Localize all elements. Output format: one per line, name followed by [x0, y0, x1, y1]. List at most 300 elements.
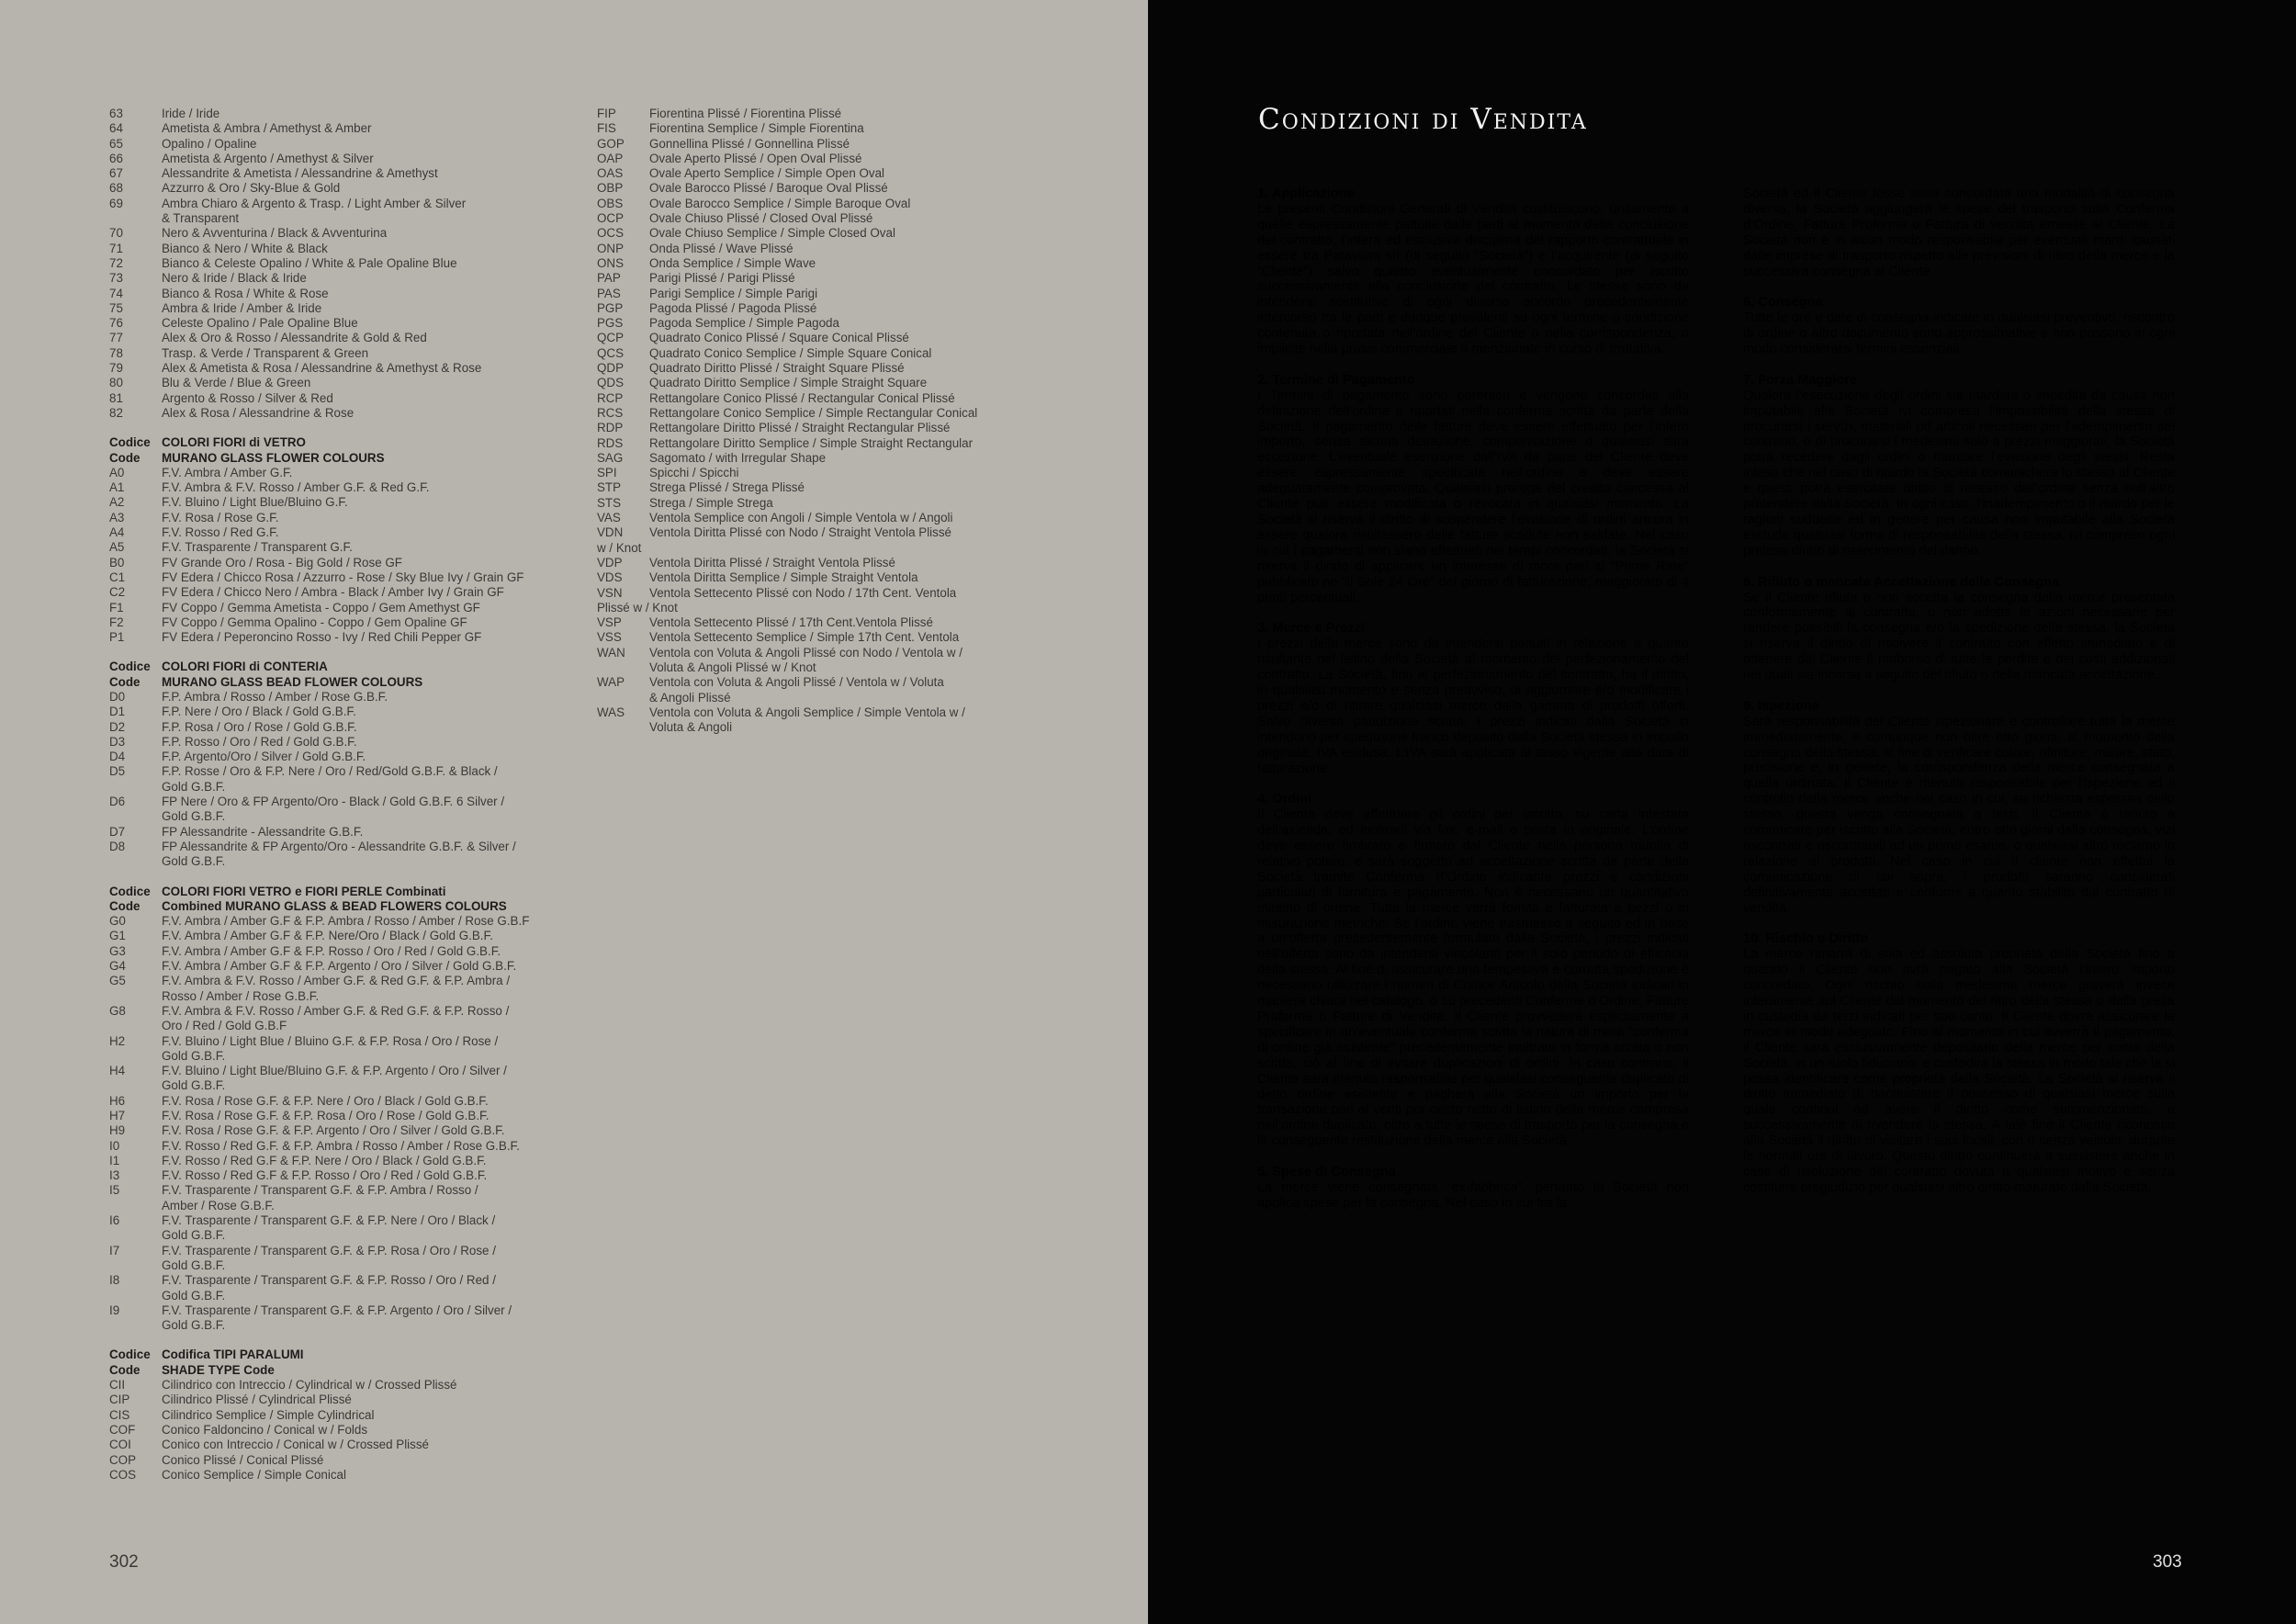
code-value: 73	[109, 271, 123, 286]
code-description: Fiorentina Semplice / Simple Fiorentina	[649, 121, 864, 136]
code-value	[597, 691, 649, 705]
code-row	[109, 1019, 568, 1033]
code-row	[597, 511, 1029, 525]
code-value: H7	[109, 1109, 126, 1122]
code-value: RDS	[597, 435, 624, 450]
code-value: QCP	[597, 331, 625, 345]
code-row	[109, 1213, 568, 1228]
code-description: F.V. Rosa / Rose G.F. & F.P. Argento / Oro / Silver / Gold G.B.F.	[162, 1123, 505, 1138]
code-row	[109, 256, 568, 271]
code-value: H6	[109, 1093, 126, 1108]
section-heading: 4. Ordini	[1257, 792, 1312, 807]
code-row	[109, 1199, 568, 1213]
code-description: Fiorentina Plissé / Fiorentina Plissé	[649, 107, 842, 120]
code-row	[109, 630, 568, 645]
code-description: COLORI FIORI di VETRO	[162, 435, 306, 450]
code-value: 67	[109, 166, 123, 181]
code-description: Ventola Semplice con Angoli / Simple Ventola w / Angoli	[649, 511, 953, 525]
code-value: C1	[109, 570, 126, 584]
code-value: H2	[109, 1033, 126, 1048]
code-description: Strega / Simple Strega	[649, 495, 773, 510]
code-row	[597, 451, 1029, 466]
code-value: G5	[109, 974, 126, 988]
code-description: F.V. Trasparente / Transparent G.F. & F.P. Ambra / Rosso /	[162, 1183, 478, 1198]
code-value: VDS	[597, 570, 623, 585]
code-row	[597, 601, 1029, 615]
code-row	[109, 720, 568, 735]
code-row	[109, 735, 568, 750]
code-description: Quadrato Diritto Plissé / Straight Square Plissé	[649, 361, 905, 376]
code-value: Codice	[109, 1348, 151, 1362]
conditions-section	[1257, 373, 1689, 606]
code-row	[597, 181, 1029, 196]
code-description: F.V. Trasparente / Transparent G.F. & F.P. Argento / Oro / Silver /	[162, 1303, 512, 1317]
code-value: VSN	[597, 585, 623, 600]
code-row	[109, 914, 568, 929]
code-row	[597, 211, 1029, 226]
code-description: FV Coppo / Gemma Ametista - Coppo / Gem Amethyst GF	[162, 600, 480, 615]
code-value: VAS	[597, 511, 621, 525]
code-description: Codifica TIPI PARALUMI	[162, 1348, 304, 1362]
code-row	[109, 346, 568, 361]
code-description: F.V. Ambra & F.V. Rosso / Amber G.F. & Red G.F. & F.P. Rosso /	[162, 1003, 510, 1018]
code-value: I3	[109, 1168, 120, 1183]
page-title: Condizioni di Vendita	[1258, 103, 1588, 136]
code-row	[597, 525, 1029, 540]
code-value: G0	[109, 914, 126, 929]
code-row	[109, 1423, 568, 1438]
code-description: Quadrato Conico Plissé / Square Conical Plissé	[649, 331, 909, 345]
code-value: VDN	[597, 525, 624, 540]
code-value: I9	[109, 1303, 120, 1317]
code-row	[109, 944, 568, 959]
code-table-header	[109, 885, 568, 899]
code-description: Alex & Oro & Rosso / Alessandrite & Gold & Red	[162, 331, 427, 345]
section-body: Società ed il Cliente fosse stata concordata una modalità di consegna diversa, la Società aggiungerà le spese del trasporto sulla Conferma d’Ordine, Fattura Proforma o Fattura di vendita emesse al Cliente. La Società non è in alcun modo responsabile per eventuali ritardi causati dalle imprese di trasporto rispetto alle previsioni di ritiro della merce e la successiva consegna al Cliente.	[1743, 186, 2175, 279]
code-row	[109, 1408, 568, 1423]
code-description: Rettangolare Diritto Plissé / Straight Rectangular Plissé	[649, 421, 951, 435]
code-row	[109, 795, 568, 809]
code-value	[597, 660, 649, 675]
code-row	[109, 780, 568, 795]
code-description: F.V. Rosso / Red G.F. & F.P. Ambra / Rosso / Amber / Rose G.B.F.	[162, 1138, 520, 1153]
code-value	[109, 1318, 162, 1333]
code-description: FV Coppo / Gemma Opalino - Coppo / Gem Opaline GF	[162, 615, 467, 629]
code-value: CIS	[109, 1407, 130, 1422]
code-value: 68	[109, 181, 123, 196]
code-value: 75	[109, 300, 123, 315]
code-value: OCS	[597, 226, 625, 241]
code-description: Ambra Chiaro & Argento & Trasp. / Light Amber & Silver	[162, 196, 467, 210]
code-row	[109, 466, 568, 480]
code-description: Rettangolare Conico Semplice / Simple Rectangular Conical	[649, 405, 978, 420]
code-row	[109, 929, 568, 943]
code-description: Onda Plissé / Wave Plissé	[649, 241, 793, 255]
code-description: & Angoli Plissé	[649, 690, 731, 705]
code-row	[597, 331, 1029, 345]
section-body: Sarà responsabilità del Cliente ispezionare e controllare tutta la merce immediatamente, e comunque non oltre otto giorni, al momento della consegna della stessa, al fine di verificare colore, rifiniture, misure, stato, precisione e, in genere, la corrispondenza della merce consegnata a quella ordinata. Il Cliente è ritenuto responsabile per l’ispezione ed il controllo della merce anche nel caso in cui, su richiesta espressa dello stesso, questa venga consegnata a terzi. Il Cliente è tenuto a comunicare per iscritto alla Società, entro otto giorni dalla consegna, vizi riscontrati e riscontrabili ad un primo esame, o qualsiasi altro reclamo in relazione ai prodotti. Nel caso in cui il cliente non effettui la comunicazione di cui sopra, i prodotti saranno considerati definitivamente accettati e conformi a quanto stabilito dal contratto di vendita.	[1743, 714, 2175, 916]
code-row	[109, 1378, 568, 1393]
code-row	[597, 705, 1029, 720]
code-value: C2	[109, 585, 126, 600]
code-value: I6	[109, 1213, 120, 1228]
code-description: F.P. Rosa / Oro / Rose / Gold G.B.F.	[162, 719, 357, 734]
code-value: SAG	[597, 450, 624, 465]
code-description: Pagoda Semplice / Simple Pagoda	[649, 316, 839, 331]
code-value: G1	[109, 929, 126, 943]
code-value: QDS	[597, 376, 625, 390]
conditions-column-right	[1743, 186, 2175, 1212]
code-value: Codice	[109, 435, 151, 450]
code-value: D1	[109, 705, 126, 719]
code-row	[597, 391, 1029, 406]
code-description: F.V. Ambra / Amber G.F & F.P. Ambra / Rosso / Amber / Rose G.B.F	[162, 914, 530, 929]
code-value: 64	[109, 121, 123, 136]
code-value: 77	[109, 331, 123, 345]
code-row	[597, 586, 1029, 601]
code-value: RCP	[597, 390, 624, 405]
code-row	[597, 630, 1029, 645]
code-description: Iride / Iride	[162, 107, 220, 120]
code-value: 63	[109, 107, 123, 120]
code-table-header	[109, 660, 568, 674]
code-row	[109, 1034, 568, 1049]
section-body: Il Cliente deve effettuare gli ordini per iscritto, su carta intestata dell’azienda, ed inoltrarli via fax, e-mail o posta in originale. L’ordine deve essere timbrato e firmato dal Cliente nella persona munita di relativo potere, e sarà soggetto ad accettazione scritta da parte della Società tramite Conferma d’Ordine indicante prezzi e condizioni particolari di fornitura e pagamento. Non è necessario un quantitativo minimo di ordine. Tutta la merce verrà fornita e fatturata a pezzi o in misurazione metriche. Se l’ordine viene trasmesso a seguito ed in base a un’offerta precedentemente formulata dalla Società, i prezzi indicati nell’offerta sono da intendersi vincolanti per il solo periodo di efficacia della stessa. Al fine di assicurare una tempestiva e corretta spedizione è necessario utilizzare i numeri di Codice Articolo della Società indicati in maniera chiara nel catalogo, o su precedenti Conferme d’Ordine, Fatture Proforma o Fatture di Vendita. Il Cliente provvederà esplicitamente a specificare in un’eventuale conferma scritta la natura di mera “conferma di ordine già esistente” precedentemente inoltrato in forma scritta o non scritta, ciò al fine di evitare duplicazioni di ordini. In caso contrario, il Cliente sarà ritenuto responsabile per qualsiasi conseguente duplicato di detto ordine esistente e pagherà alla Società un importo per la transazione pari al venti per cento netto di listino della merce compresa nell’ordine duplicato, oltre a tutte le spese di trasporto per la consegna e la conseguente restituzione della merce alla Società.	[1257, 807, 1689, 1149]
code-value: Code	[109, 450, 141, 465]
code-value: ONP	[597, 241, 625, 255]
code-value: Code	[109, 898, 141, 913]
code-row	[109, 1154, 568, 1168]
section-body: Le presenti Condizioni Generali di Vendita costituiscono, unitamente a quelle espressamente pattuite dalle parti al momento della conclusione del contratto, l’intera ed esclusiva disciplina del rapporto contrattuale in essere tra Patavium srl (di seguito “Società”) e l’acquirente (di seguito “Cliente”) salvo quanto eventualmente concordato per iscritto successivamente alla conclusione del contratto. Le stesse sono da intendersi sostitutive di ogni diverso accordo precedentemente intercorso fra le parti e dunque prevalenti su ogni termine o condizione contenuta o riportata nell’ordine del Cliente o nella corrispondenza, o implicite nella prassi commerciale o menzionate in corso di trattativa.	[1257, 201, 1689, 357]
code-row	[597, 496, 1029, 511]
code-row	[109, 1273, 568, 1288]
code-description: Amber / Rose G.B.F.	[162, 1198, 275, 1212]
code-description: Nero & Avventurina / Black & Avventurina	[162, 226, 388, 241]
code-description: F.P. Rosse / Oro & F.P. Nere / Oro / Red/Gold G.B.F. & Black /	[162, 764, 498, 779]
code-value	[109, 1019, 162, 1033]
code-row	[109, 1438, 568, 1452]
code-value: A1	[109, 480, 125, 495]
code-row	[109, 1244, 568, 1258]
code-row	[109, 1303, 568, 1318]
code-description: Pagoda Plissé / Pagoda Plissé	[649, 300, 817, 315]
code-table-header	[109, 1363, 568, 1378]
code-description: FP Alessandrite - Alessandrite G.B.F.	[162, 824, 364, 839]
code-value	[109, 854, 162, 869]
code-row	[109, 809, 568, 824]
code-row	[109, 242, 568, 256]
code-row	[597, 480, 1029, 495]
code-value: G4	[109, 959, 126, 974]
code-value: Codice	[109, 660, 151, 674]
code-row	[597, 287, 1029, 301]
code-value: 71	[109, 241, 123, 255]
code-description: Ametista & Ambra / Amethyst & Amber	[162, 121, 372, 136]
code-description: FV Grande Oro / Rosa - Big Gold / Rose GF	[162, 555, 402, 570]
code-value: D4	[109, 750, 126, 764]
code-value: D7	[109, 824, 126, 839]
code-value: D5	[109, 764, 126, 779]
section-heading: 2. Termine di Pagamento	[1257, 372, 1415, 388]
code-row	[109, 361, 568, 376]
code-value: QCS	[597, 345, 625, 360]
code-description: Conico Faldoncino / Conical w / Folds	[162, 1422, 368, 1437]
code-value: OAP	[597, 151, 624, 165]
code-row	[109, 287, 568, 301]
code-description: Gonnellina Plissé / Gonnellina Plissé	[649, 136, 850, 151]
conditions-section	[1257, 1165, 1689, 1212]
code-row	[597, 376, 1029, 390]
conditions-section	[1743, 295, 2175, 357]
code-row	[109, 1004, 568, 1019]
conditions-section	[1743, 186, 2175, 279]
code-description: Rettangolare Conico Plissé / Rectangular Conical Plissé	[649, 390, 955, 405]
code-row	[109, 1049, 568, 1064]
code-value: 74	[109, 286, 123, 300]
code-description: F.V. Ambra / Amber G.F & F.P. Nere/Oro / Black / Gold G.B.F.	[162, 929, 493, 943]
code-row	[109, 540, 568, 555]
code-value: OBP	[597, 181, 624, 196]
code-value: 69	[109, 196, 123, 210]
conditions-section	[1743, 699, 2175, 917]
code-row	[597, 197, 1029, 211]
code-description: F.V. Ambra & F.V. Rosso / Amber G.F. & Red G.F. & F.P. Ambra /	[162, 974, 511, 988]
code-row	[597, 242, 1029, 256]
code-description: Cilindrico con Intreccio / Cylindrical w / Crossed Plissé	[162, 1378, 457, 1393]
code-row	[597, 570, 1029, 585]
code-description: Plissé w / Knot	[597, 600, 678, 615]
code-value: RDP	[597, 421, 624, 435]
code-value	[109, 211, 162, 226]
code-row	[109, 121, 568, 136]
code-row	[109, 959, 568, 974]
code-value: COF	[109, 1422, 136, 1437]
code-description: F.V. Rosa / Rose G.F. & F.P. Nere / Oro / Black / Gold G.B.F.	[162, 1093, 489, 1108]
code-description: Voluta & Angoli	[649, 720, 733, 735]
section-heading: 10. Rischio e Diritto	[1743, 931, 1869, 947]
code-description: Conico Plissé / Conical Plissé	[162, 1452, 324, 1467]
code-value	[109, 1199, 162, 1213]
code-value: G3	[109, 943, 126, 958]
code-row	[109, 1318, 568, 1333]
code-value: A5	[109, 540, 125, 555]
code-row	[597, 660, 1029, 675]
code-description: Nero & Iride / Black & Iride	[162, 271, 307, 286]
code-value: COI	[109, 1438, 131, 1452]
code-value: 82	[109, 405, 123, 420]
code-description: Gold G.B.F.	[162, 1288, 226, 1303]
conditions-column-left	[1257, 186, 1689, 1227]
code-row	[109, 989, 568, 1004]
code-row	[109, 525, 568, 540]
code-row	[109, 1094, 568, 1109]
code-description: F.V. Rosa / Rose G.F. & F.P. Rosa / Oro / Rose / Gold G.B.F.	[162, 1109, 490, 1122]
code-row	[109, 825, 568, 840]
conditions-section	[1257, 621, 1689, 776]
code-row	[597, 137, 1029, 152]
code-row	[109, 1078, 568, 1093]
code-row	[109, 480, 568, 495]
code-value: QDP	[597, 361, 625, 376]
code-description: F.V. Trasparente / Transparent G.F. & F.P. Rosso / Oro / Red /	[162, 1273, 496, 1288]
page-number-left: 302	[109, 1552, 139, 1572]
code-value: CII	[109, 1378, 126, 1393]
code-row	[109, 854, 568, 869]
page-number-right: 303	[2153, 1552, 2182, 1572]
code-row	[109, 495, 568, 510]
code-description: Ovale Aperto Semplice / Simple Open Oval	[649, 166, 885, 181]
code-row	[109, 1468, 568, 1483]
code-value: D0	[109, 689, 126, 704]
code-description: F.V. Rosa / Rose G.F.	[162, 510, 279, 524]
code-description: F.V. Ambra & F.V. Rosso / Amber G.F. & Red G.F.	[162, 480, 430, 495]
code-description: Gold G.B.F.	[162, 854, 226, 869]
code-value: VSS	[597, 630, 622, 645]
code-description: Alessandrite & Ametista / Alessandrine & Amethyst	[162, 166, 438, 181]
code-description: Bianco & Celeste Opalino / White & Pale Opaline Blue	[162, 255, 457, 270]
code-value: PGS	[597, 316, 624, 331]
code-value: D3	[109, 734, 126, 749]
code-description: Gold G.B.F.	[162, 809, 226, 824]
code-description: Azzurro & Oro / Sky-Blue & Gold	[162, 181, 341, 196]
code-value: A3	[109, 510, 125, 524]
code-row	[109, 974, 568, 988]
code-description: F.V. Trasparente / Transparent G.F. & F.P. Rosa / Oro / Rose /	[162, 1243, 496, 1257]
code-description: F.V. Bluino / Light Blue/Bluino G.F.	[162, 495, 348, 510]
code-value: A0	[109, 465, 125, 479]
code-description: Ambra & Iride / Amber & Iride	[162, 300, 322, 315]
code-description: F.V. Ambra / Amber G.F & F.P. Argento / Oro / Silver / Gold G.B.F.	[162, 959, 517, 974]
code-description: Gold G.B.F.	[162, 1078, 226, 1093]
code-description: Rettangolare Diritto Semplice / Simple Straight Rectangular	[649, 435, 974, 450]
code-description: Gold G.B.F.	[162, 1228, 226, 1243]
section-heading: 3. Merce e Prezzi	[1257, 621, 1365, 637]
code-row	[109, 166, 568, 181]
code-row	[597, 256, 1029, 271]
code-value: D2	[109, 719, 126, 734]
code-value: 81	[109, 390, 123, 405]
conditions-section	[1257, 792, 1689, 1149]
code-description: FP Nere / Oro & FP Argento/Oro - Black / Gold G.B.F. 6 Silver /	[162, 795, 505, 809]
code-description: Gold G.B.F.	[162, 1318, 226, 1333]
code-description: Ventola Diritta Plissé con Nodo / Straight Ventola Plissé	[649, 525, 951, 540]
code-value: FIP	[597, 107, 616, 120]
section-heading: 7. Forza Maggiore	[1743, 372, 1858, 388]
code-value	[109, 780, 162, 795]
code-value: GOP	[597, 136, 625, 151]
code-row	[109, 406, 568, 421]
code-description: Quadrato Diritto Semplice / Simple Straight Square	[649, 376, 928, 390]
code-row	[109, 1183, 568, 1198]
section-heading: 8. Rifiuto o mancata Accettazione della Consegna	[1743, 574, 2060, 590]
code-list-column-2	[597, 107, 1029, 735]
code-description: Parigi Plissé / Parigi Plissé	[649, 271, 795, 286]
code-value: WAP	[597, 675, 625, 690]
code-description: F.V. Rosso / Red G.F & F.P. Nere / Oro / Black / Gold G.B.F.	[162, 1153, 487, 1167]
code-description: Spicchi / Spicchi	[649, 466, 739, 480]
code-row	[109, 181, 568, 196]
code-value: F1	[109, 600, 124, 615]
code-description: F.V. Trasparente / Transparent G.F. & F.P. Nere / Oro / Black /	[162, 1213, 496, 1228]
code-value: 79	[109, 361, 123, 376]
code-value: COP	[109, 1452, 137, 1467]
code-value: B0	[109, 555, 125, 570]
code-row	[109, 690, 568, 705]
code-value: D6	[109, 795, 126, 809]
code-description: Ventola Settecento Plissé / 17th Cent.Ventola Plissé	[649, 615, 933, 630]
conditions-section	[1257, 186, 1689, 357]
code-description: Quadrato Conico Semplice / Simple Square Conical	[649, 345, 932, 360]
code-description: SHADE TYPE Code	[162, 1362, 275, 1377]
code-description: Conico con Intreccio / Conical w / Crossed Plissé	[162, 1438, 429, 1452]
code-row	[597, 361, 1029, 376]
code-value: 65	[109, 136, 123, 151]
code-value	[109, 1289, 162, 1303]
code-row	[109, 226, 568, 241]
code-row	[109, 271, 568, 286]
code-description: w / Knot	[597, 540, 642, 555]
section-heading: 9. Ispezione	[1743, 698, 1819, 714]
code-value: I1	[109, 1153, 120, 1167]
code-value: F2	[109, 615, 124, 629]
code-description: Parigi Semplice / Simple Parigi	[649, 286, 818, 300]
code-row	[109, 764, 568, 779]
code-value: 78	[109, 345, 123, 360]
code-row	[109, 331, 568, 345]
code-table-header	[109, 451, 568, 466]
code-row	[597, 675, 1029, 690]
code-row	[597, 226, 1029, 241]
code-description: Conico Semplice / Simple Conical	[162, 1467, 346, 1482]
code-description: Onda Semplice / Simple Wave	[649, 255, 816, 270]
code-row	[109, 391, 568, 406]
code-row	[109, 1453, 568, 1468]
code-row	[109, 601, 568, 615]
code-row	[109, 705, 568, 719]
code-row	[109, 840, 568, 854]
section-gap	[109, 421, 568, 435]
code-description: Bianco & Rosa / White & Rose	[162, 286, 329, 300]
code-description: MURANO GLASS BEAD FLOWER COLOURS	[162, 674, 423, 689]
code-description: F.P. Nere / Oro / Black / Gold G.B.F.	[162, 705, 356, 719]
code-description: Rosso / Amber / Rose G.B.F.	[162, 988, 320, 1003]
code-value: PAS	[597, 286, 621, 300]
code-value: 80	[109, 376, 123, 390]
code-value: Code	[109, 1362, 141, 1377]
code-row	[109, 511, 568, 525]
code-value: WAN	[597, 645, 625, 660]
code-row	[109, 137, 568, 152]
code-row	[109, 1139, 568, 1154]
code-value: I0	[109, 1138, 120, 1153]
section-heading: 6. Consegna	[1743, 295, 1823, 310]
code-value: Code	[109, 674, 141, 689]
code-description: Ovale Barocco Semplice / Simple Baroque Oval	[649, 196, 911, 210]
code-row	[109, 1064, 568, 1078]
code-table-header	[109, 435, 568, 450]
code-description: Voluta & Angoli Plissé w / Knot	[649, 660, 816, 674]
code-description: FV Edera / Chicco Nero / Ambra - Black / Amber Ivy / Grain GF	[162, 585, 504, 600]
code-row	[597, 346, 1029, 361]
code-description: F.P. Ambra / Rosso / Amber / Rose G.B.F.	[162, 689, 388, 704]
code-description: Sagomato / with Irregular Shape	[649, 450, 827, 465]
code-description: Ametista & Argento / Amethyst & Silver	[162, 151, 374, 165]
code-description: Ovale Chiuso Plissé / Closed Oval Plissé	[649, 211, 873, 226]
code-value: PAP	[597, 271, 621, 286]
code-row	[597, 466, 1029, 480]
code-row	[109, 1123, 568, 1138]
code-row	[597, 301, 1029, 316]
